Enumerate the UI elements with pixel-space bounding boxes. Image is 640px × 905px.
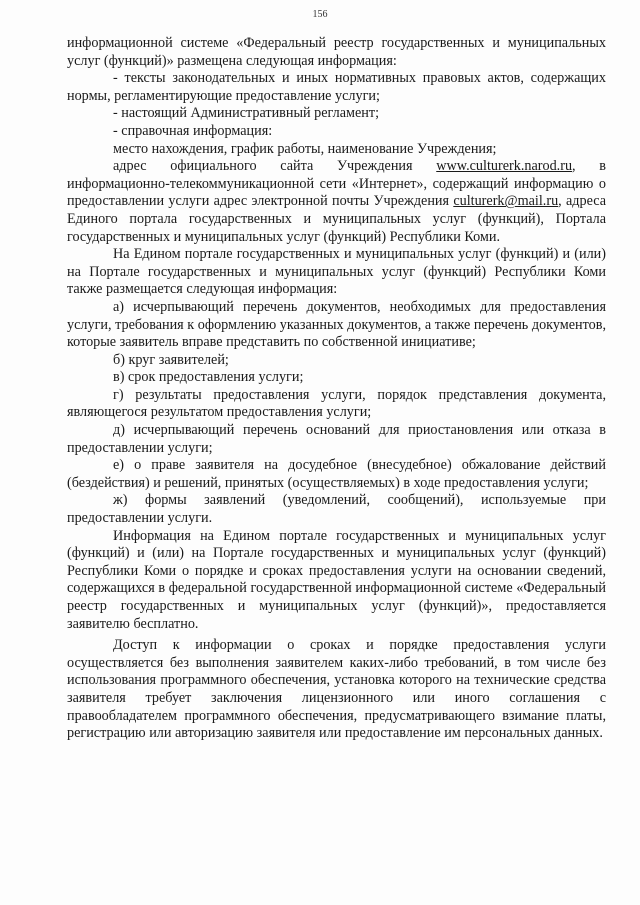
document-body <box>67 35 606 743</box>
paragraph: б) круг заявителей; <box>113 351 229 368</box>
paragraph: в) срок предоставления услуги; <box>113 369 304 386</box>
text-run: , адреса Единого портала государственных и муниципальных услуг (функций), Портала государственных и муниципальных услуг (функций) Республики Коми. <box>67 193 607 245</box>
page-number: 156 <box>312 9 328 20</box>
paragraph: Информация на Едином портале государственных и муниципальных услуг (функций) и (или) на Портале государственных и муниципальных услуг (функций) Республики Коми о порядке и сроках предоставления услуги на основании сведений, содержащихся в федеральной государственной информационной системе «Федеральный реестр государственных и муниципальных услуг (функций)», предоставляется заявителю бесплатно. <box>67 527 606 632</box>
paragraph: На Едином портале государственных и муниципальных услуг (функций) и (или) на Портале государственных и муниципальных услуг (функций) Республики Коми также размещается следующая информация: <box>67 246 606 298</box>
website-link[interactable]: www.culturerk.narod.ru <box>436 158 573 175</box>
paragraph: - справочная информация: <box>113 122 273 139</box>
text-run: адрес официального сайта Учреждения <box>113 158 437 175</box>
paragraph: д) исчерпывающий перечень оснований для приостановления или отказа в предоставлении услуги; <box>67 422 606 456</box>
paragraph: - тексты законодательных и иных нормативных правовых актов, содержащих нормы, регламентирующие предоставление услуги; <box>67 70 606 104</box>
paragraph: е) о праве заявителя на досудебное (внесудебное) обжалование действий (бездействия) и решений, принятых (осуществляемых) в ходе предоставления услуги; <box>67 457 606 491</box>
paragraph: - настоящий Административный регламент; <box>113 105 380 122</box>
paragraph: место нахождения, график работы, наименование Учреждения; <box>113 140 497 157</box>
paragraph: информационной системе «Федеральный реестр государственных и муниципальных услуг (функций)» размещена следующая информация: <box>67 35 606 69</box>
paragraph: Доступ к информации о сроках и порядке предоставления услуги осуществляется без выполнения заявителем каких-либо требований, в том числе без использования программного обеспечения, установка которого на технические средства заявителя требует заключения лицензионного или иного соглашения с правообладателем программного обеспечения, предусматривающего взимание платы, регистрацию или авторизацию заявителя или предоставление им персональных данных. <box>67 637 606 742</box>
paragraph <box>67 158 606 246</box>
email-link[interactable]: culturerk@mail.ru <box>453 193 559 210</box>
paragraph: г) результаты предоставления услуги, порядок представления документа, являющегося результатом предоставления услуги; <box>67 386 606 421</box>
paragraph: ж) формы заявлений (уведомлений, сообщений), используемые при предоставлении услуги. <box>67 492 606 527</box>
text-run: , в информационно-телекоммуникационной сети «Интернет», содержащий информацию о предоставлении услуги адрес электронной почты Учреждения <box>67 158 606 210</box>
paragraph: а) исчерпывающий перечень документов, необходимых для предоставления услуги, требования к оформлению указанных документов, а также перечень документов, которые заявитель вправе представить по собственной инициативе; <box>67 298 606 351</box>
